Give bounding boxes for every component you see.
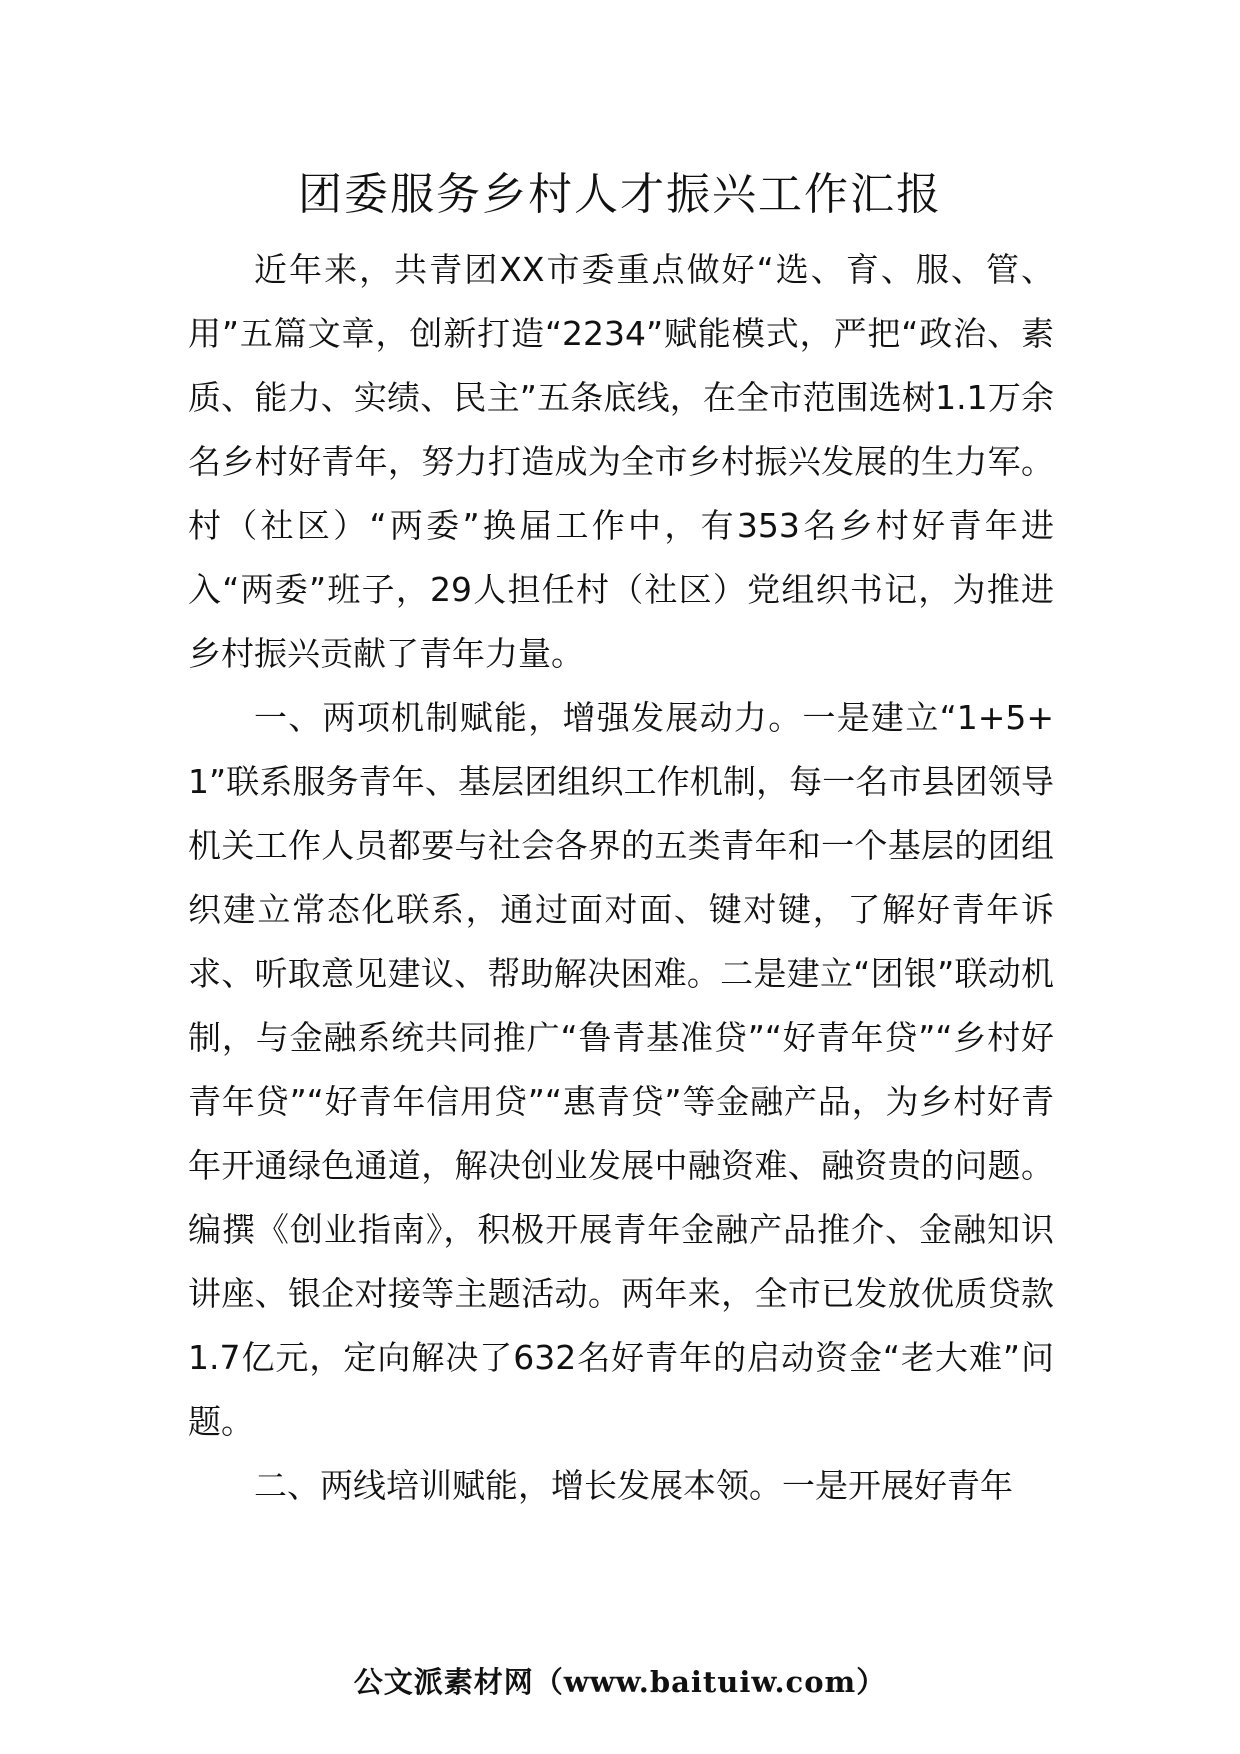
paragraph-section-1: 一、两项机制赋能，增强发展动力。一是建立“1+5+1”联系服务青年、基层团组织工作机制，每一名市县团领导机关工作人员都要与社会各界的五类青年和一个基层的团组织建立常态化联系，通过面对面、键对键，了解好青年诉求、听取意见建议、帮助解决困难。二是建立“团银”联动机制，与金融系统共同推广“鲁青基准贷”“好青年贷”“乡村好青年贷”“好青年信用贷”“惠青贷”等金融产品，为乡村好青年开通绿色通道，解决创业发展中融资难、融资贵的问题。编撰《创业指南》，积极开展青年金融产品推介、金融知识讲座、银企对接等主题活动。两年来，全市已发放优质贷款1.7亿元，定向解决了632名好青年的启动资金“老大难”问题。	[188, 698, 1054, 1441]
watermark-footer: 公文派素材网（www.baituiw.com）	[353, 1665, 887, 1699]
paragraph-section-2: 二、两线培训赋能，增长发展本领。一是开展好青年	[254, 1466, 1013, 1505]
document-body	[188, 238, 1054, 1518]
paragraph-intro: 近年来，共青团XX市委重点做好“选、育、服、管、用”五篇文章，创新打造“2234”赋能模式，严把“政治、素质、能力、实绩、民主”五条底线，在全市范围选树1.1万余名乡村好青年，努力打造成为全市乡村振兴发展的生力军。村（社区）“两委”换届工作中，有353名乡村好青年进入“两委”班子，29人担任村（社区）党组织书记，为推进乡村振兴贡献了青年力量。	[188, 250, 1054, 673]
document-title: 团委服务乡村人才振兴工作汇报	[298, 169, 942, 220]
